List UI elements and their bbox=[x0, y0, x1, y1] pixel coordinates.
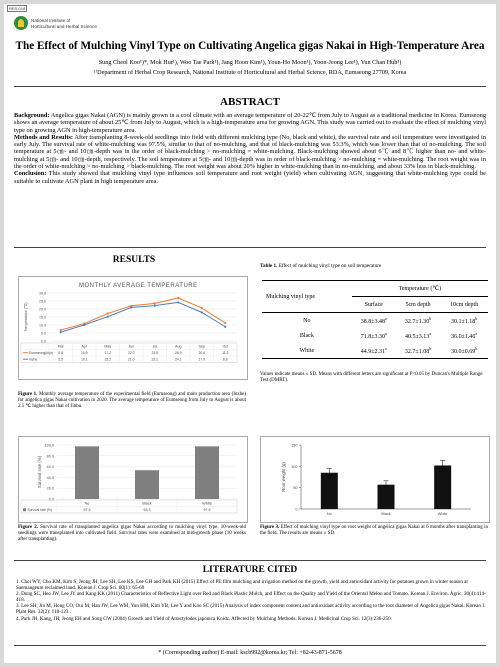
table-cell bbox=[396, 313, 441, 329]
data-table-value: 22.0 bbox=[127, 351, 135, 356]
data-table-value: 53.3 bbox=[143, 508, 151, 512]
data-table-value: 17.2 bbox=[104, 351, 112, 356]
poster bbox=[4, 4, 496, 663]
data-table-value: 10.1 bbox=[80, 357, 88, 362]
table-cell bbox=[440, 313, 488, 329]
data-point bbox=[201, 311, 203, 313]
data-point bbox=[154, 305, 156, 307]
data-point bbox=[177, 301, 179, 303]
cell-value: 32.7±1.30 bbox=[404, 319, 430, 325]
y-tick-label: 40.0 bbox=[46, 475, 54, 480]
table-row-header: Mulching vinyl type bbox=[266, 293, 315, 300]
data-table-value: 6.8 bbox=[58, 351, 64, 356]
x-tick-label: Aug bbox=[175, 344, 182, 349]
data-table-value: 5.5 bbox=[58, 357, 64, 362]
abstract-background bbox=[14, 112, 486, 134]
y-tick-label: 25.0 bbox=[39, 299, 46, 304]
logo-line-2: Horticultural and Herbal Science bbox=[31, 24, 97, 29]
cell-letter: a bbox=[475, 331, 478, 336]
cell-letter: a bbox=[385, 331, 387, 336]
x-tick-label: White bbox=[437, 512, 448, 516]
cell-letter: b bbox=[429, 316, 432, 321]
data-table-value: 17.9 bbox=[198, 357, 206, 362]
y-tick-label: 5.0 bbox=[41, 331, 46, 336]
institute-logo-icon bbox=[14, 16, 28, 30]
x-tick-label: Jul bbox=[152, 344, 158, 349]
results-heading: RESULTS bbox=[112, 255, 156, 265]
table-cell bbox=[352, 328, 396, 343]
logo-line-1: National Institute of bbox=[31, 18, 71, 23]
y-tick-label: 0.0 bbox=[41, 339, 46, 344]
data-table-value: 21.0 bbox=[127, 357, 135, 362]
cell-value: 38.8±3.48 bbox=[360, 319, 385, 325]
institute-logo bbox=[14, 14, 134, 34]
y-tick-label: 10.0 bbox=[39, 323, 46, 328]
methods-text: After transplanting 8-week-old seedlings into field with different mulching type (No, black and white), the survival rate and soil temperature were investigated in early July. The survival rate of white-mulching was 97.5%, similar to that of no-mulching, and that of black-mulching was 53.3%, which was lower than that of no-mulching. The soil temperature at 5㎝- and 10㎝-depth was in the order of black-mulching > no-mulching = white-mulching. Black-mulching showed about 6℃ and 8℃ higher than no- and white-mulching at 5㎝- and 10㎝-depth, respectively. The soil temperature at 5㎝- and 10㎝-depth was in order of black-mulching > no-mulching = white-mulching. The root weight was in the order of white-mulching > no-mulching > black-mulching. The root weight was about 20% higher in white-mulching than in no-mulching, and about 33% less in black-mulching. bbox=[14, 133, 486, 171]
series-line bbox=[61, 298, 226, 330]
background-label: Background: bbox=[14, 112, 50, 119]
y-tick-label: 20.0 bbox=[46, 486, 54, 491]
table1-caption-text: Effect of mulching vinyl type on soil temperature bbox=[277, 263, 382, 269]
cell-value: 36.0±1.46 bbox=[451, 334, 476, 340]
cell-letter: a bbox=[385, 346, 387, 351]
legend-swatch bbox=[23, 508, 26, 511]
bar bbox=[195, 446, 219, 499]
abstract-body bbox=[14, 112, 486, 185]
figure3-caption bbox=[260, 525, 488, 537]
y-tick-label: 20.0 bbox=[39, 307, 46, 312]
root-weight-bar-chart bbox=[260, 436, 490, 523]
table-cell bbox=[396, 343, 441, 359]
table-col-header: 10cm depth bbox=[450, 301, 479, 308]
table-group-header: Temperature (℃) bbox=[352, 281, 488, 297]
data-table-value: 10.9 bbox=[80, 351, 88, 356]
y-axis-label: Root weight (g) bbox=[281, 462, 286, 492]
figure2-caption-text: Survival rate of transplanted angelica gigas Nakai according to mulching vinyl type. 10-week-old seedlings were transplanted into cultivated field. Survival rates were examined at mid-growth phase (10 weeks after transplanting). bbox=[18, 525, 247, 542]
x-tick-label: Black bbox=[142, 501, 152, 506]
cell-value: 32.7±1.08 bbox=[404, 349, 430, 355]
reference-item: 2. Dong SC, Heo JW, Lee JY and Kang KK (2011) Characteristics of Reflective Light over Red and Black Plastic Mulch, and Effect on the Quality and Yield of the Oriental Melon and Tomato. Korean J. Environ. Agric. 30(4):414-418. bbox=[16, 591, 486, 604]
data-point bbox=[60, 329, 62, 331]
data-table-value: 15.2 bbox=[104, 357, 112, 362]
table-cell bbox=[352, 313, 396, 329]
y-tick-label: 100.0 bbox=[44, 443, 54, 448]
table-cell bbox=[440, 343, 488, 359]
chart1-plot bbox=[21, 292, 237, 363]
table-cell-type: White bbox=[299, 347, 315, 354]
x-tick-label: Oct bbox=[222, 344, 229, 349]
table-cell bbox=[352, 343, 396, 359]
data-point bbox=[60, 331, 62, 333]
bar bbox=[75, 446, 99, 499]
data-point bbox=[83, 324, 85, 326]
data-point bbox=[154, 302, 156, 304]
survival-rate-bar-chart bbox=[18, 436, 248, 523]
data-table-value: 23.5 bbox=[151, 351, 159, 356]
y-axis-label: Temperature (℃) bbox=[24, 302, 28, 332]
background-text: Angelica gigas Nakai (AGN) is mainly grown in a cool climate with an average temperature of 20-22℃ from July to August as a traditional medicine in Korea. Eumseong shows an average temperature of about 25℃ from July to August, which is a high-temperature area for growing AGN. This study was carried out to evaluate the effect of mulching vinyl type on growing AGN in high-temperature area. bbox=[14, 112, 486, 134]
poster-title: The Effect of Mulching Vinyl Type on Cultivating Angelica gigas Nakai in High-Temperature Area bbox=[15, 40, 485, 52]
cell-value: 44.9±2.31 bbox=[360, 349, 385, 355]
abstract-heading: ABSTRACT bbox=[220, 96, 280, 108]
figure3-caption-text: Effect of mulching vinyl type on root weight of angelica gigas Nakai at 6 months after transplanting in the field. The results are means ± SD. bbox=[260, 525, 488, 536]
literature-heading: LITERATURE CITED bbox=[202, 565, 298, 575]
affiliation: ¹⁾Department of Herbal Crop Research, National Institute of Horticultural and Herbal Science, RDA, Eumseong 27709, Korea bbox=[93, 69, 407, 76]
corresponding-author: * (Corresponding author) E-mail: kscb992@korea.kr; Tel: +82-43-871-5678 bbox=[158, 650, 342, 656]
y-tick-label: 0 bbox=[295, 507, 298, 512]
data-table-value: 97.5 bbox=[83, 508, 91, 512]
reference-item: 1. Choi WY, Cho KM, Kim S, Jeong JH, Lee SH, Lee KS, Lee GH and Park KH (2015) Effect of PE film mulching and irrigation method on the growth, yield and antioxidant activity for potatoes grown in winter season at Saemangeum reclaimed land. Korean J. Crop Sci. 60(1): 65-69 bbox=[16, 579, 468, 592]
x-tick-label: White bbox=[202, 501, 212, 506]
figure1-label: Figure 1. bbox=[18, 392, 38, 397]
x-tick-label: Apr bbox=[81, 344, 88, 349]
y-tick-label: 30.0 bbox=[39, 291, 46, 296]
x-tick-label: May bbox=[104, 344, 112, 349]
figure1-caption bbox=[18, 392, 246, 410]
abstract-methods bbox=[14, 134, 486, 170]
bar bbox=[434, 465, 451, 509]
x-tick-label: No bbox=[84, 501, 90, 506]
reference-list bbox=[16, 579, 486, 622]
table-cell bbox=[396, 328, 441, 343]
y-tick-label: 15.0 bbox=[39, 315, 46, 320]
divider bbox=[14, 645, 486, 646]
chart1-title: MONTHLY AVERAGE TEMPERATURE bbox=[79, 283, 198, 289]
chart2-plot bbox=[21, 444, 237, 514]
data-table-value: 22.1 bbox=[151, 357, 159, 362]
data-table-value: 24.1 bbox=[174, 357, 182, 362]
data-table-value: 97.5 bbox=[203, 508, 211, 512]
legend-label: Inzhe bbox=[29, 357, 38, 362]
cell-value: 40.5±3.13 bbox=[405, 334, 430, 340]
bar bbox=[135, 470, 159, 499]
data-point bbox=[224, 322, 226, 324]
data-table-value: 20.6 bbox=[198, 351, 206, 356]
data-point bbox=[201, 307, 203, 309]
table1-label: Table 1. bbox=[260, 263, 278, 269]
data-point bbox=[107, 316, 109, 318]
table-row bbox=[262, 328, 488, 343]
data-table-value: 11.3 bbox=[222, 351, 229, 356]
cell-value: 71.8±3.30 bbox=[360, 334, 385, 340]
figure1-caption-text: Monthly average temperature of the experimental field (Eumseong) and main production area (Inzhe) for angelica gigas Nakai cultivation in 2020. The average temperature of Eumseong from July to August is about 2.5 ℃ higher than that of Jinbu. bbox=[18, 392, 246, 409]
reference-item: 4. Park JH, Kang, JH, Jeong EH and Song GW (2004) Growth and Yield of Atractylodes japonica Koidz. Affected by Mulching Methods. Korean J. Medicinal Crop Sci. 12(3):236-250. bbox=[16, 615, 392, 622]
cell-value: 30.0±0.69 bbox=[451, 349, 476, 355]
series-line bbox=[61, 302, 226, 332]
y-axis-label: Survival rate (%) bbox=[37, 455, 42, 489]
data-table-value: 26.9 bbox=[174, 351, 182, 356]
author-list: Sung Cheol Koo¹)*, Mok Hur¹), Woo Tae Park¹), Jang Hoon Kim¹), Youn-Ho Moon¹), Yoon-Jeong Lee¹), Yun Chan Huh¹) bbox=[98, 59, 402, 66]
figure3-label: Figure 3. bbox=[260, 525, 280, 530]
x-tick-label: Mar bbox=[57, 344, 64, 349]
y-tick-label: 100 bbox=[291, 464, 298, 469]
table-col-header: 5cm depth bbox=[405, 301, 431, 308]
data-point bbox=[107, 312, 109, 314]
cell-letter: b bbox=[475, 346, 478, 351]
conclusion-label: Conclusion: bbox=[14, 170, 47, 178]
y-tick-label: 150 bbox=[291, 443, 298, 448]
table-row bbox=[262, 343, 488, 359]
poster-id-tag: RES-016 bbox=[9, 6, 26, 11]
x-tick-label: Sep bbox=[198, 344, 205, 349]
y-tick-label: 60.0 bbox=[46, 465, 54, 470]
temperature-line-chart bbox=[18, 276, 248, 380]
table1-caption bbox=[260, 263, 381, 269]
x-tick-label: No bbox=[326, 512, 332, 516]
table-note: Values indicate means ± SD. Means with different letters are significant at P<0.05 by Duncan's Multiple Range Test (DMRT). bbox=[260, 372, 483, 383]
cell-letter: a bbox=[385, 316, 387, 321]
figure2-label: Figure 2. bbox=[18, 525, 38, 530]
legend-label: Eumseong(Inju) bbox=[29, 351, 53, 356]
data-point bbox=[177, 297, 179, 299]
chart3-plot bbox=[281, 444, 471, 517]
x-tick-label: Black bbox=[381, 512, 391, 516]
table-row bbox=[262, 313, 488, 329]
reference-item: 3. Lee SH, Jin M, Hong CO, Oui M, Han JW, Lee WM, Yun HM, Kim YB, Lee Y and Koo SC (2015) Analysis of index component content and antioxidant activity according to the root diameter of Angelica gigas Nakai. Korean J. Plant Res. 32(2): 118-123 . bbox=[16, 603, 486, 616]
figure2-caption bbox=[18, 525, 246, 543]
table-col-header: Surface bbox=[364, 301, 383, 308]
y-tick-label: 80.0 bbox=[46, 454, 54, 459]
cell-letter: a bbox=[429, 331, 432, 336]
table-cell bbox=[440, 328, 488, 343]
y-tick-label: 50 bbox=[293, 486, 298, 491]
divider bbox=[14, 86, 486, 87]
y-tick-label: 0.0 bbox=[48, 497, 54, 502]
divider bbox=[14, 247, 486, 248]
divider bbox=[14, 560, 486, 561]
data-table-value: 8.9 bbox=[222, 357, 228, 362]
table-cell-type: Black bbox=[299, 332, 314, 339]
cell-value: 30.1±1.18 bbox=[451, 319, 476, 325]
cell-letter: b bbox=[429, 346, 432, 351]
methods-label: Methods and Results: bbox=[14, 133, 74, 141]
legend-label: Survival rate (%) bbox=[27, 508, 52, 512]
soil-temperature-table bbox=[262, 280, 488, 359]
data-point bbox=[130, 306, 132, 308]
data-point bbox=[224, 326, 226, 328]
x-tick-label: Jun bbox=[128, 344, 135, 349]
cell-letter: b bbox=[475, 316, 478, 321]
table-cell-type: No bbox=[303, 317, 311, 324]
bar bbox=[321, 473, 338, 509]
abstract-conclusion bbox=[14, 170, 486, 185]
conclusion-text: This study showed that mulching vinyl type influences soil temperature and root weight (yield) when cultivating AGN, suggesting that white-mulching type could be suitable to cultivate AGN plant in high temperature area. bbox=[14, 170, 486, 185]
